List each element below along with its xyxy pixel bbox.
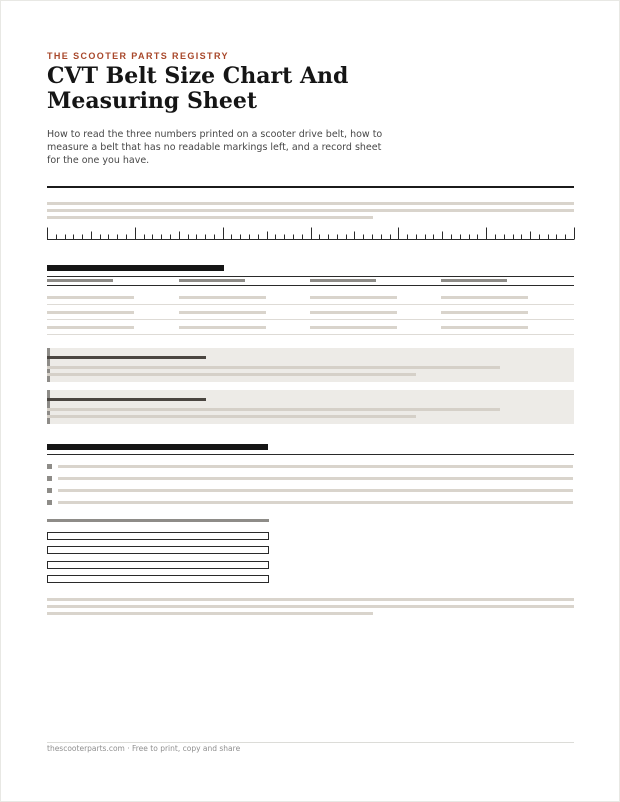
document-page bbox=[1, 1, 619, 801]
table-cell-placeholder bbox=[310, 296, 397, 299]
record-field[interactable] bbox=[47, 575, 269, 583]
publisher-eyebrow: THE SCOOTER PARTS REGISTRY bbox=[47, 51, 229, 61]
table-cell-placeholder bbox=[310, 326, 397, 329]
record-field[interactable] bbox=[47, 532, 269, 540]
row-divider bbox=[47, 304, 574, 305]
list-line-placeholder bbox=[58, 489, 573, 492]
bullet-marker bbox=[47, 464, 52, 469]
callout-line-placeholder bbox=[47, 415, 416, 418]
table-cell-placeholder bbox=[441, 326, 528, 329]
callout-heading-placeholder bbox=[47, 398, 206, 401]
note-callout bbox=[47, 390, 574, 424]
placeholder-line bbox=[47, 605, 574, 608]
record-field[interactable] bbox=[47, 546, 269, 554]
section-heading-placeholder bbox=[47, 265, 224, 271]
footer-rule bbox=[47, 742, 574, 743]
row-divider bbox=[47, 334, 574, 335]
bullet-marker bbox=[47, 500, 52, 505]
record-field[interactable] bbox=[47, 561, 269, 569]
page-title: CVT Belt Size Chart And Measuring Sheet bbox=[47, 63, 349, 114]
placeholder-line bbox=[47, 612, 373, 615]
callout-line-placeholder bbox=[47, 366, 500, 369]
table-header-rule bbox=[47, 285, 574, 286]
table-cell-placeholder bbox=[179, 296, 266, 299]
table-cell-placeholder bbox=[310, 311, 397, 314]
list-line-placeholder bbox=[58, 501, 573, 504]
note-callout bbox=[47, 348, 574, 382]
table-cell-placeholder bbox=[47, 326, 134, 329]
table-cell-placeholder bbox=[179, 311, 266, 314]
callout-accent-bar bbox=[47, 390, 50, 424]
placeholder-line bbox=[47, 209, 574, 212]
column-header-placeholder bbox=[310, 279, 376, 282]
table-top-rule bbox=[47, 276, 574, 277]
section-divider bbox=[47, 186, 574, 188]
section-heading-placeholder bbox=[47, 444, 268, 450]
column-header-placeholder bbox=[47, 279, 113, 282]
callout-line-placeholder bbox=[47, 373, 416, 376]
measuring-ruler bbox=[47, 226, 575, 242]
table-cell-placeholder bbox=[441, 296, 528, 299]
placeholder-line bbox=[47, 598, 574, 601]
table-cell-placeholder bbox=[47, 296, 134, 299]
placeholder-line bbox=[47, 216, 373, 219]
table-cell-placeholder bbox=[441, 311, 528, 314]
callout-accent-bar bbox=[47, 348, 50, 382]
placeholder-line bbox=[47, 202, 574, 205]
bullet-marker bbox=[47, 476, 52, 481]
intro-paragraph: How to read the three numbers printed on a scooter drive belt, how to measure a belt that has no readable markings left, and a record sheet for the one you have. bbox=[47, 129, 383, 166]
callout-heading-placeholder bbox=[47, 356, 206, 359]
column-header-placeholder bbox=[441, 279, 507, 282]
list-line-placeholder bbox=[58, 477, 573, 480]
table-cell-placeholder bbox=[179, 326, 266, 329]
footer-text: thescooterparts.com · Free to print, copy and share bbox=[47, 744, 241, 753]
table-cell-placeholder bbox=[47, 311, 134, 314]
column-header-placeholder bbox=[179, 279, 245, 282]
callout-line-placeholder bbox=[47, 408, 500, 411]
list-line-placeholder bbox=[58, 465, 573, 468]
record-sheet-label-placeholder bbox=[47, 519, 269, 522]
bullet-marker bbox=[47, 488, 52, 493]
section-rule bbox=[47, 454, 574, 455]
row-divider bbox=[47, 319, 574, 320]
